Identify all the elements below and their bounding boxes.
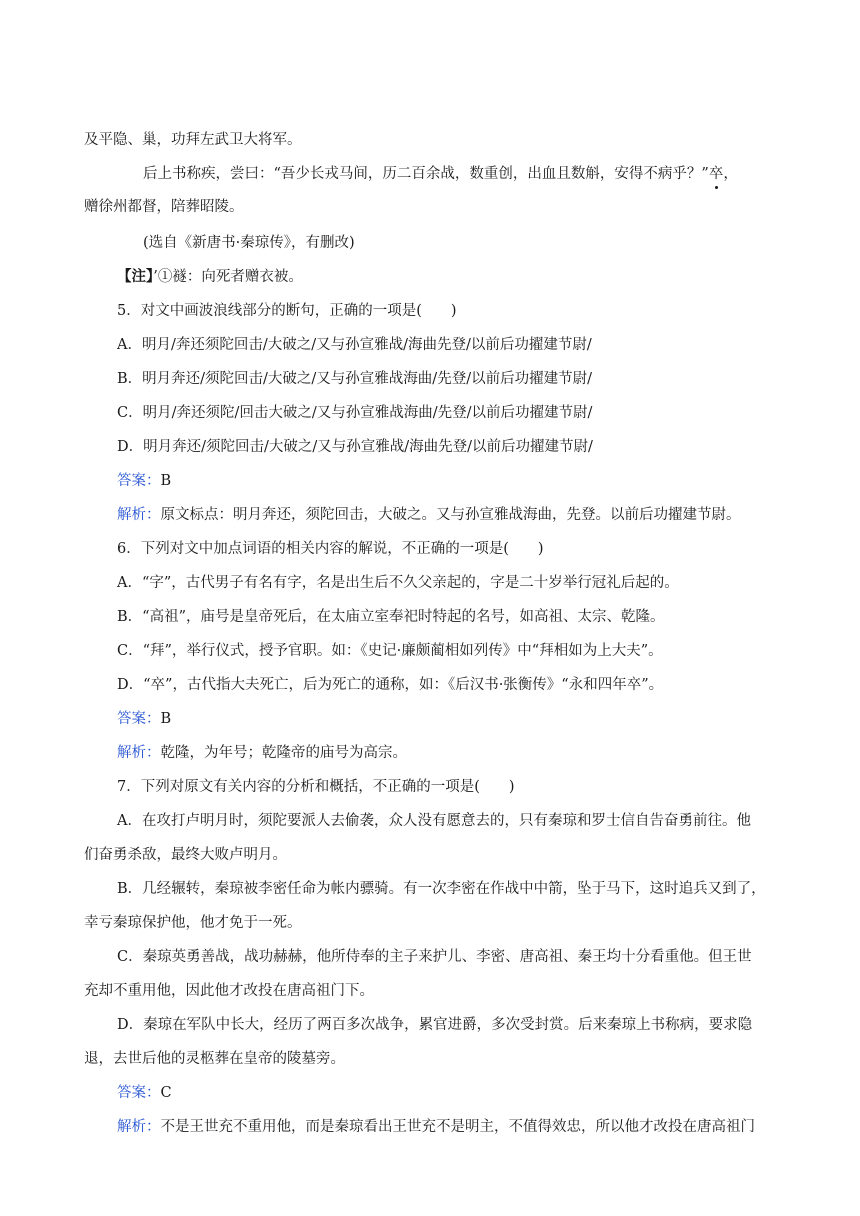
q7-answer-label: 答案： [117,1085,161,1101]
q7-option-c-line2: 充却不重用他，因此他才改投在唐高祖门下。 [84,983,374,999]
q7-option-a-line1: A．在攻打卢明月时，须陀要派人去偷袭，众人没有愿意去的，只有秦琼和罗士信自告奋勇前往。他 [117,813,751,829]
q6-analysis-text: 乾隆，为年号；乾隆帝的庙号为高宗。 [160,745,407,761]
q6-option-c: C．“拜”，举行仪式，授予官职。如：《史记·廉颇蔺相如列传》中“拜相如为上大夫”。 [117,643,663,659]
passage-line-2-end: ， [723,166,738,182]
q5-option-c: C．明月/奔还须陀/回击大破之/又与孙宣雅战海曲/先登/以前后功擢建节尉/ [117,405,593,421]
q6-stem: 6．下列对文中加点词语的相关内容的解说，不正确的一项是( ) [117,541,544,557]
passage-line-2 [143,164,738,184]
q5-option-d: D．明月奔还/须陀回击/大破之/又与孙宣雅战/海曲先登/以前后功擢建节尉/ [117,439,593,455]
q7-analysis [117,1117,755,1137]
q5-answer-label: 答案： [117,473,161,489]
note-text: ’①襚：向死者赠衣被。 [153,269,303,285]
q7-stem: 7．下列对原文有关内容的分析和概括，不正确的一项是( ) [117,779,515,795]
passage-source: (选自《新唐书·秦琼传》，有删改) [143,235,355,251]
q5-option-b: B．明月奔还/须陀回击/大破之/又与孙宣雅战海曲/先登/以前后功擢建节尉/ [117,371,592,387]
q7-answer [117,1083,172,1103]
q6-answer [117,709,171,729]
q7-answer-value: C [160,1085,172,1101]
q5-analysis-text: 原文标点：明月奔还，须陀回击，大破之。又与孙宣雅战海曲，先登。以前后功擢建节尉。 [160,507,741,523]
q5-answer-value: B [160,473,172,489]
q5-stem: 5．对文中画波浪线部分的断句，正确的一项是( ) [117,303,457,319]
passage-line-2-text: 后上书称疾，尝曰：“吾少长戎马间，历二百余战，数重创，出血且数斛，安得不病乎？” [143,166,709,182]
passage-line-1: 及平隐、巢，功拜左武卫大将军。 [84,132,302,148]
q7-option-b-line1: B．几经辗转，秦琼被李密任命为帐内骠骑。有一次李密在作战中中箭，坠于马下，这时追兵又到了， [117,881,766,897]
q6-answer-value: B [160,711,172,727]
q7-analysis-text: 不是王世充不重用他，而是秦琼看出王世充不是明主，不值得效忠，所以他才改投在唐高祖门 [160,1119,755,1135]
q7-option-d-line2: 退，去世后他的灵柩葬在皇帝的陵墓旁。 [84,1051,345,1067]
q6-option-b: B．“高祖”，庙号是皇帝死后，在太庙立室奉祀时特起的名号，如高祖、太宗、乾隆。 [117,609,665,625]
passage-note [117,267,303,287]
q7-option-b-line2: 幸亏秦琼保护他，他才免于一死。 [84,915,302,931]
q5-analysis-label: 解析： [117,507,161,523]
q7-option-c-line1: C．秦琼英勇善战，战功赫赫，他所侍奉的主子来护儿、李密、唐高祖、秦王均十分看重他。但王世 [117,949,752,965]
dotted-char-zu: 卒 [708,166,724,182]
q5-answer [117,471,171,491]
passage-line-3: 赠徐州都督，陪葬昭陵。 [84,199,244,215]
q6-option-d: D．“卒”，古代指大夫死亡，后为死亡的通称，如：《后汉书·张衡传》“永和四年卒”。 [117,677,664,693]
q7-analysis-label: 解析： [117,1119,161,1135]
q5-option-a: A．明月/奔还须陀回击/大破之/又与孙宣雅战/海曲先登/以前后功擢建节尉/ [117,337,592,353]
q6-analysis [117,743,407,763]
note-label: 【注】 [117,268,154,285]
q6-answer-label: 答案： [117,711,161,727]
q7-option-a-line2: 们奋勇杀敌，最终大败卢明月。 [84,847,287,863]
q6-analysis-label: 解析： [117,745,161,761]
q6-option-a: A．“字”，古代男子有名有字，名是出生后不久父亲起的，字是二十岁举行冠礼后起的。 [117,575,679,591]
q7-option-d-line1: D．秦琼在军队中长大，经历了两百多次战争，累官进爵，多次受封赏。后来秦琼上书称病，要求隐 [117,1017,753,1033]
q5-analysis [117,505,741,525]
